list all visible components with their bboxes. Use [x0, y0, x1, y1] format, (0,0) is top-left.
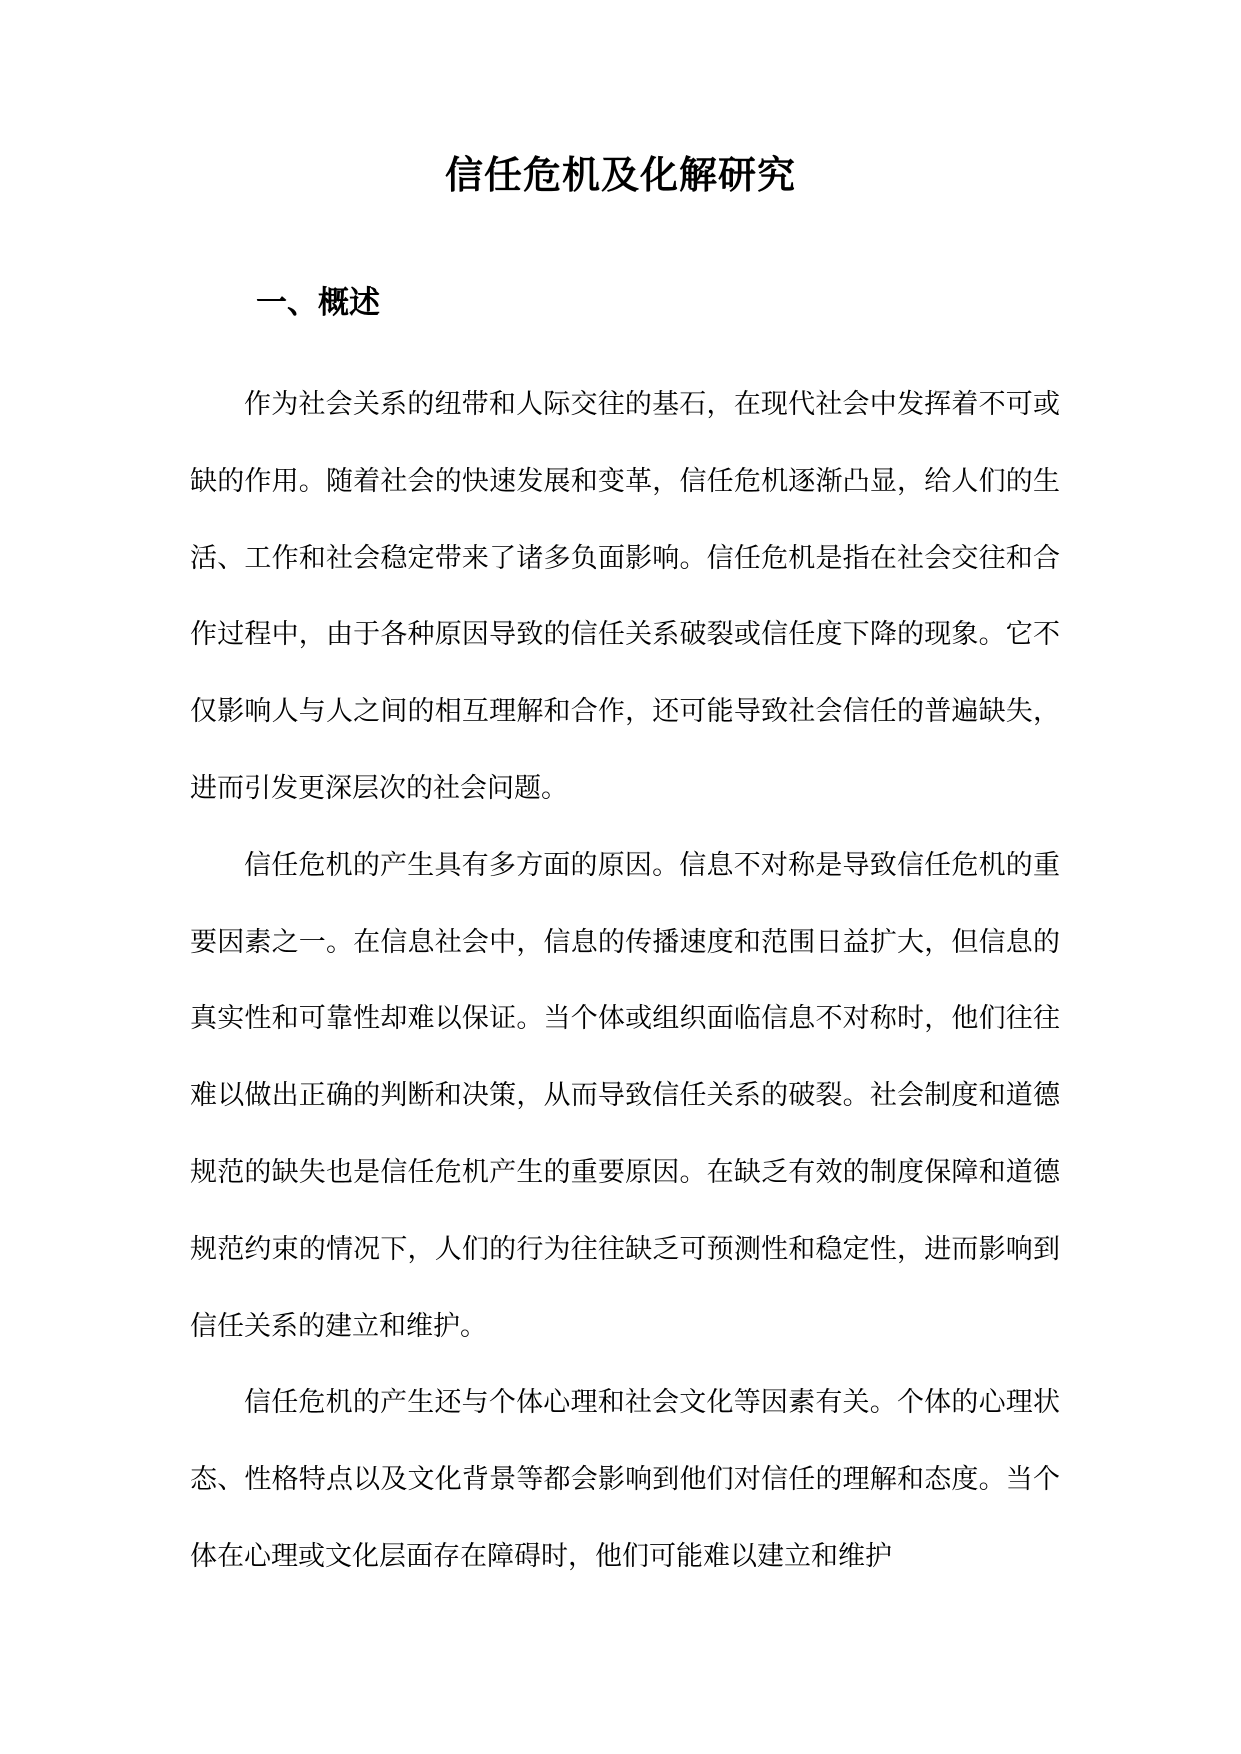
- paragraph-1: 作为社会关系的纽带和人际交往的基石，在现代社会中发挥着不可或缺的作用。随着社会的快速发展和变革，信任危机逐渐凸显，给人们的生活、工作和社会稳定带来了诸多负面影响。信任危机是指在社会交往和合作过程中，由于各种原因导致的信任关系破裂或信任度下降的现象。它不仅影响人与人之间的相互理解和合作，还可能导致社会信任的普遍缺失，进而引发更深层次的社会问题。: [190, 389, 1060, 804]
- paragraph-2: 信任危机的产生具有多方面的原因。信息不对称是导致信任危机的重要因素之一。在信息社会中，信息的传播速度和范围日益扩大，但信息的真实性和可靠性却难以保证。当个体或组织面临信息不对称时，他们往往难以做出正确的判断和决策，从而导致信任关系的破裂。社会制度和道德规范的缺失也是信任危机产生的重要原因。在缺乏有效的制度保障和道德规范约束的情况下，人们的行为往往缺乏可预测性和稳定性，进而影响到信任关系的建立和维护。: [190, 849, 1060, 1342]
- document-title: 信任危机及化解研究: [444, 152, 796, 197]
- document-body: [190, 367, 1060, 1596]
- paragraph-3: 信任危机的产生还与个体心理和社会文化等因素有关。个体的心理状态、性格特点以及文化背景等都会影响到他们对信任的理解和态度。当个体在心理或文化层面存在障碍时，他们可能难以建立和维护: [190, 1387, 1060, 1572]
- section-heading: 一、概述: [256, 285, 380, 321]
